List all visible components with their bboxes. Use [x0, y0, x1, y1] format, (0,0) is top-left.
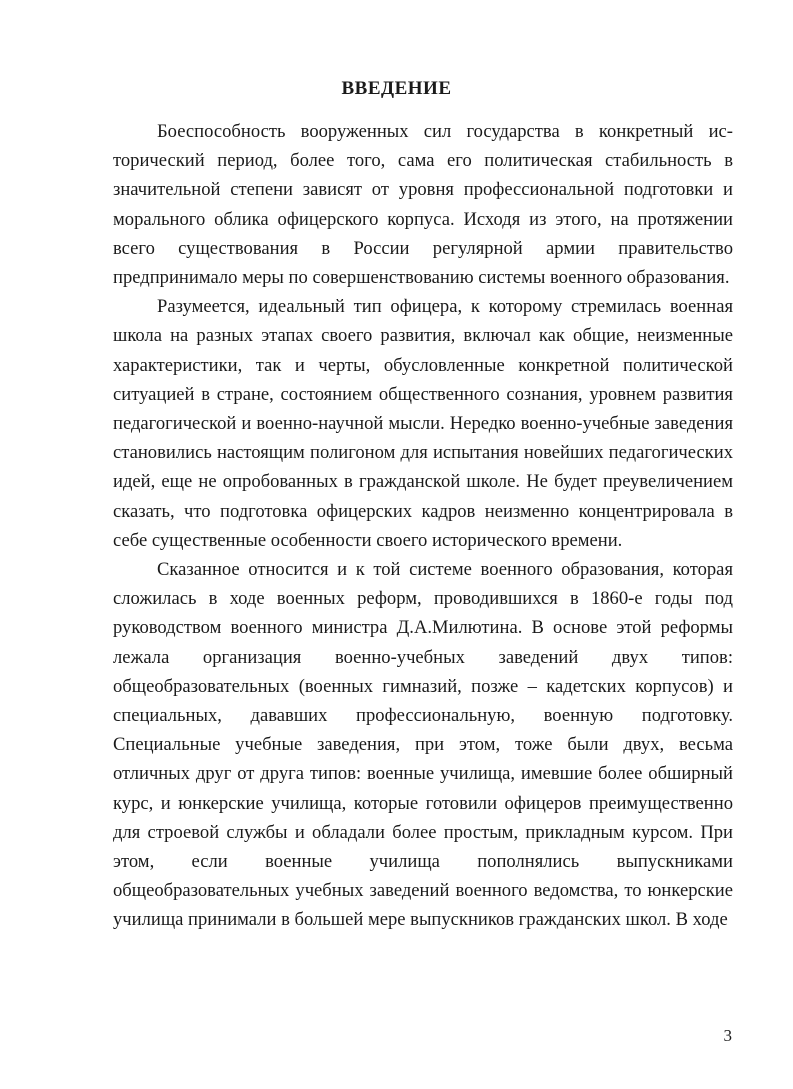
paragraph-3: Сказанное относится и к той системе военного образования, которая сложилась в ходе военных реформ, проводившихся в 1860-е годы под руководством военного министра Д.А.Милютина. В основе этой реформы лежала организация военно-учебных заведений двух типов: общеобразовательных (военных гимназий, позже – кадетских корпусов) и специальных, дававших профессиональную, военную подготовку. Специальные учебные заведения, при этом, тоже были двух, весьма отличных друг от друга типов: военные училища, имевшие более обширный курс, и юнкерские училища, которые готовили офицеров преимущественно для строевой службы и обладали более простым, прикладным курсом. При этом, если военные училища пополнялись выпускниками общеобразовательных учебных заведений военного ведомства, то юнкерские училища принимали в большей мере выпускников гражданских школ. В ходе [113, 559, 733, 931]
paragraph-2: Разумеется, идеальный тип офицера, к которому стремилась военная школа на разных этапах своего развития, включал как общие, неизменные характеристики, так и черты, обусловленные конкретной политической ситуацией в стране, состоянием общественного сознания, уровнем развития педагогической и военно-научной мысли. Нередко военно-учебные заведения становились настоящим полигоном для испытания новейших педагогических идей, еще не опробованных в гражданской школе. Не будет преувеличением сказать, что подготовка офицерских кадров неизменно концентрировала в себе существенные особенности своего исторического времени. [113, 296, 733, 551]
paragraph-1: Боеспособность вооруженных сил государства в конкретный исторический период, более того, сама его политическая стабильность в значительной степени зависят от уровня профессиональной подготовки и морального облика офицерского корпуса. Исходя из этого, на протяжении всего существования в России регулярной армии правительство предпринимало меры по совершенствованию системы военного образования. [113, 121, 733, 289]
page-number: 3 [723, 1026, 732, 1045]
document-body [113, 117, 733, 935]
page-title: ВВЕДЕНИЕ [341, 78, 452, 99]
